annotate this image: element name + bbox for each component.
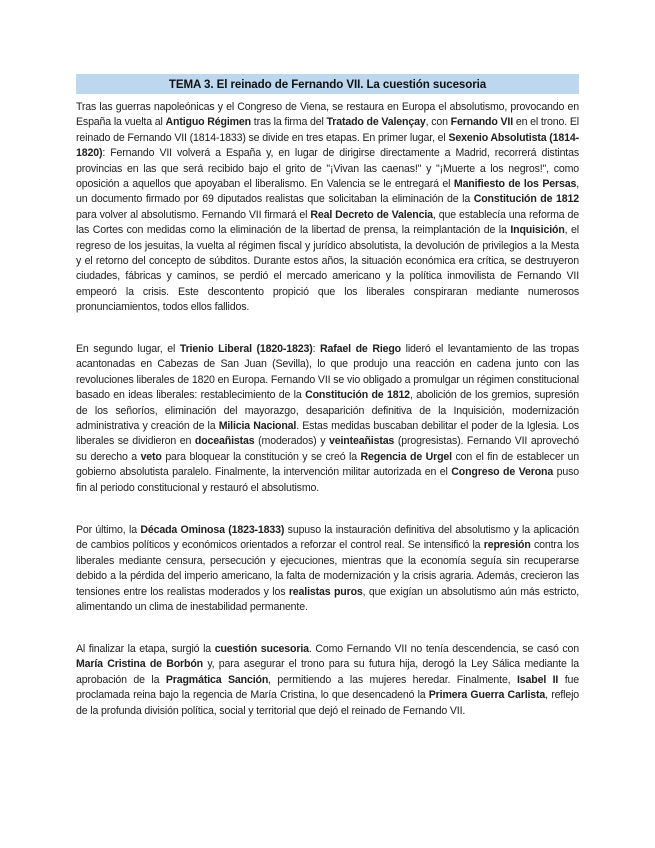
text-run: para bloquear la constitución y se creó la: [161, 450, 361, 463]
bold-term: Real Decreto de Valencia: [310, 208, 433, 221]
bold-term: Isabel II: [516, 673, 559, 686]
text-run: fue proclamada reina bajo la regencia de María Cristina, lo que desencadenó la: [76, 673, 579, 702]
text-run: , permitiendo a las mujeres heredar. Finalmente,: [268, 673, 517, 686]
paragraph-cuestion-sucesoria: [76, 642, 579, 719]
text-run: En segundo lugar, el: [76, 343, 180, 355]
bold-term: María Cristina de Borbón: [76, 658, 203, 671]
text-run: (moderados) y: [254, 435, 329, 448]
bold-term: veto: [140, 450, 162, 463]
bold-term: Constitución de 1812: [473, 193, 579, 206]
text-run: : Fernando VII volverá a España y, en lugar de dirigirse directamente a Madrid, recorrerá distintas provincias en las que será recibido bajo el grito de "¡Vivan las caenas!" y "¡Muerte a los negros!", como oposición a aquellos que apoyaban el liberalismo. En Valencia se le entregará el: [76, 147, 579, 191]
text-run: Tras las guerras napoleónicas y el Congreso de Viena, se restaura en Europa el absolutismo, provocando en España la vuelta al: [76, 101, 579, 129]
text-run: con el fin de establecer un gobierno absolutista paralelo. Finalmente, la intervención militar autorizada en el: [76, 450, 579, 479]
bold-term: veinteañistas: [329, 435, 395, 448]
text-run: lideró el levantamiento de las tropas acantonadas en Cabezas de San Juan (Sevilla), lo que produjo una reacción en cadena junto con las revoluciones liberales de 1820 en Europa. Fernando VII se vio obligado a promulgar un régimen constitucional basado en ideas liberales: restablecimiento de la: [76, 343, 580, 402]
text-run: , reflejo de la profunda división política, social y territorial que dejó el reinado de Fernando VII.: [76, 689, 580, 717]
paragraph-sexenio-absolutista: [76, 100, 579, 316]
text-run: para volver al absolutismo. Fernando VII firmará el: [76, 208, 311, 221]
bold-term: Regencia de Urgel: [360, 450, 452, 463]
bold-term: cuestión sucesoria: [214, 643, 309, 655]
paragraph-trienio-liberal: [76, 342, 579, 496]
text-run: , un documento firmado por 69 diputados realistas que solicitaban la eliminación de la: [76, 178, 579, 206]
bold-term: Década Ominosa (1823-1833): [140, 524, 285, 536]
text-run: , con: [425, 116, 451, 129]
bold-term: Fernando VII: [450, 116, 514, 129]
text-run: , el regreso de los jesuitas, la vuelta al régimen fiscal y jurídico absolutista, la devolución de privilegios a la Mesta y el retorno del concepto de súbditos. Durante estos años, la situación económica era crítica, se destruyeron ciudades, fábricas y caminos, se perdió el mercado americano y la política inmovilista de Fernando VII empeoró la crisis. Este descontento propició que los liberales conspiraran mediante numerosos pronunciamientos, todos ellos fallidos.: [76, 224, 579, 314]
text-run: . Estas medidas buscaban debilitar el poder de la Iglesia. Los liberales se dividieron en: [76, 420, 579, 448]
title-banner: [76, 74, 579, 94]
bold-term: Primera Guerra Carlista: [428, 689, 546, 702]
bold-term: Inquisición: [510, 224, 565, 237]
bold-term: Sexenio Absolutista (1814-1820): [76, 131, 579, 160]
bold-term: Trienio Liberal (1820-1823): [179, 343, 313, 355]
text-run: en el trono. El reinado de Fernando VII (1814-1833) se divide en tres etapas. En primer lugar, el: [76, 116, 579, 144]
text-run: Por último, la: [76, 524, 141, 536]
document-title: TEMA 3. El reinado de Fernando VII. La cuestión sucesoria: [168, 77, 487, 91]
text-run: puso fin al periodo constitucional y restauró el absolutismo.: [76, 466, 579, 494]
bold-term: Constitución de 1812: [305, 389, 410, 402]
bold-term: realistas puros: [288, 585, 363, 598]
bold-term: Congreso de Verona: [451, 466, 554, 479]
text-run: :: [312, 343, 321, 355]
text-run: y, para asegurar el trono para su futura hija, derogó la Ley Sálica mediante la aprobación de la: [76, 658, 579, 686]
text-run: supuso la instauración definitiva del absolutismo y la aplicación de cambios políticos y económicos orientados a reforzar el control real. Se intensificó la: [76, 524, 579, 552]
bold-term: Pragmática Sanción: [165, 673, 269, 686]
text-run: tras la firma del: [251, 116, 327, 129]
bold-term: Antiguo Régimen: [165, 116, 251, 129]
text-run: , abolición de los gremios, supresión de los señoríos, eliminación del mayorazgo, desaparición definitiva de la Inquisición, modernización administrativa y creación de la: [76, 389, 579, 433]
bold-term: Milicia Nacional: [218, 420, 297, 433]
bold-term: Rafael de Riego: [320, 343, 401, 355]
text-run: Al finalizar la etapa, surgió la: [76, 643, 215, 655]
paragraph-decada-ominosa: [76, 523, 579, 615]
bold-term: Tratado de Valençay: [326, 116, 426, 129]
text-run: , que exigían un absolutismo aún más estricto, alimentando un clima de inestabilidad permanente.: [76, 585, 580, 614]
bold-term: doceañistas: [194, 435, 255, 448]
text-run: , que establecía una reforma de las Cortes con medidas como la eliminación de la libertad de prensa, la reimplantación de la: [76, 208, 580, 237]
text-run: . Como Fernando VII no tenía descendencia, se casó con: [308, 643, 579, 655]
text-run: (progresistas). Fernando VII aprovechó su derecho a: [76, 435, 579, 463]
bold-term: Manifiesto de los Persas: [453, 178, 577, 191]
bold-term: represión: [483, 539, 531, 552]
text-run: contra los liberales mediante censura, persecución y ejecuciones, mientras que la economía seguía sin recuperarse debido a la pérdida del imperio americano, la falta de modernización y la crisis agraria. Además, crecieron las tensiones entre los realistas moderados y los: [76, 539, 579, 598]
